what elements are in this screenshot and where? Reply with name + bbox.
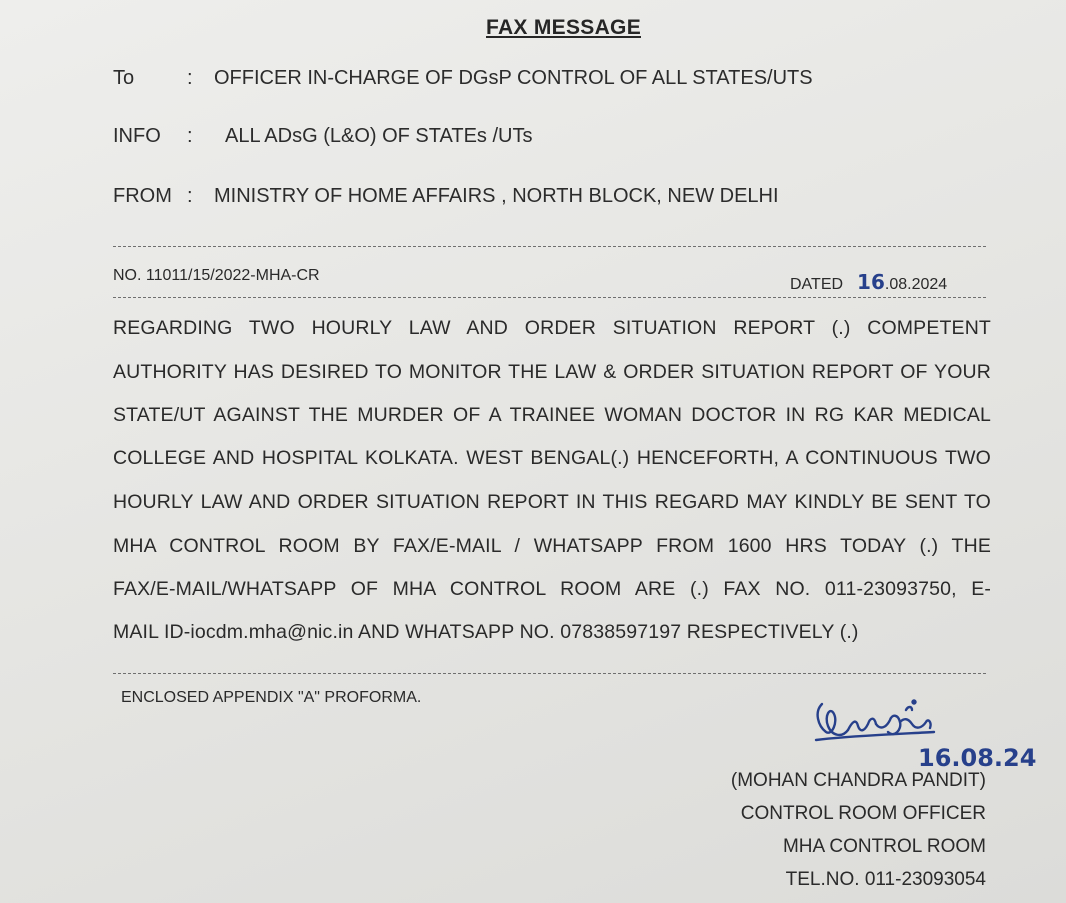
body-line: MHA CONTROL ROOM BY FAX/E-MAIL / WHATSAPP FROM 1600 HRS TODAY (.) THE	[113, 535, 991, 557]
from-value: MINISTRY OF HOME AFFAIRS , NORTH BLOCK, NEW DELHI	[214, 185, 779, 207]
info-value: ALL ADsG (L&O) OF STATEs /UTs	[225, 125, 533, 147]
signatory-office: MHA CONTROL ROOM	[782, 836, 986, 857]
divider	[113, 246, 986, 247]
dated-label: DATED	[790, 276, 844, 293]
body-line: STATE/UT AGAINST THE MURDER OF A TRAINEE WOMAN DOCTOR IN RG KAR MEDICAL	[113, 404, 991, 426]
signatory-name: (MOHAN CHANDRA PANDIT)	[730, 770, 986, 791]
to-label: To	[113, 67, 135, 89]
reference-number: NO. 11011/15/2022-MHA-CR	[113, 267, 320, 284]
to-value: OFFICER IN-CHARGE OF DGsP CONTROL OF ALL STATES/UTS	[214, 67, 813, 89]
info-colon: :	[187, 125, 193, 147]
dated-field	[790, 270, 947, 294]
handwritten-signature	[808, 692, 1038, 776]
to-colon: :	[187, 67, 193, 89]
document-title: FAX MESSAGE	[486, 16, 641, 39]
enclosure-note: ENCLOSED APPENDIX "A" PROFORMA.	[121, 689, 422, 706]
signature-date: 16.08.24	[918, 744, 1037, 772]
body-line: MAIL ID-iocdm.mha@nic.in AND WHATSAPP NO. 07838597197 RESPECTIVELY (.)	[113, 621, 859, 643]
dated-rest: .08.2024	[884, 276, 948, 293]
body-line: COLLEGE AND HOSPITAL KOLKATA. WEST BENGAL(.) HENCEFORTH, A CONTINUOUS TWO	[113, 447, 991, 469]
from-colon: :	[187, 185, 193, 207]
from-label: FROM	[113, 185, 172, 207]
body-line: AUTHORITY HAS DESIRED TO MONITOR THE LAW & ORDER SITUATION REPORT OF YOUR	[113, 361, 991, 383]
body-line: HOURLY LAW AND ORDER SITUATION REPORT IN THIS REGARD MAY KINDLY BE SENT TO	[113, 491, 991, 513]
info-label: INFO	[113, 125, 161, 147]
signatory-telephone: TEL.NO. 011-23093054	[785, 869, 986, 890]
body-line: REGARDING TWO HOURLY LAW AND ORDER SITUATION REPORT (.) COMPETENT	[113, 317, 991, 339]
dated-day-handwritten: 16	[857, 270, 885, 294]
divider	[113, 673, 986, 674]
signatory-designation: CONTROL ROOM OFFICER	[740, 803, 986, 824]
divider	[113, 297, 986, 298]
body-line: FAX/E-MAIL/WHATSAPP OF MHA CONTROL ROOM ARE (.) FAX NO. 011-23093750, E-	[113, 578, 991, 600]
